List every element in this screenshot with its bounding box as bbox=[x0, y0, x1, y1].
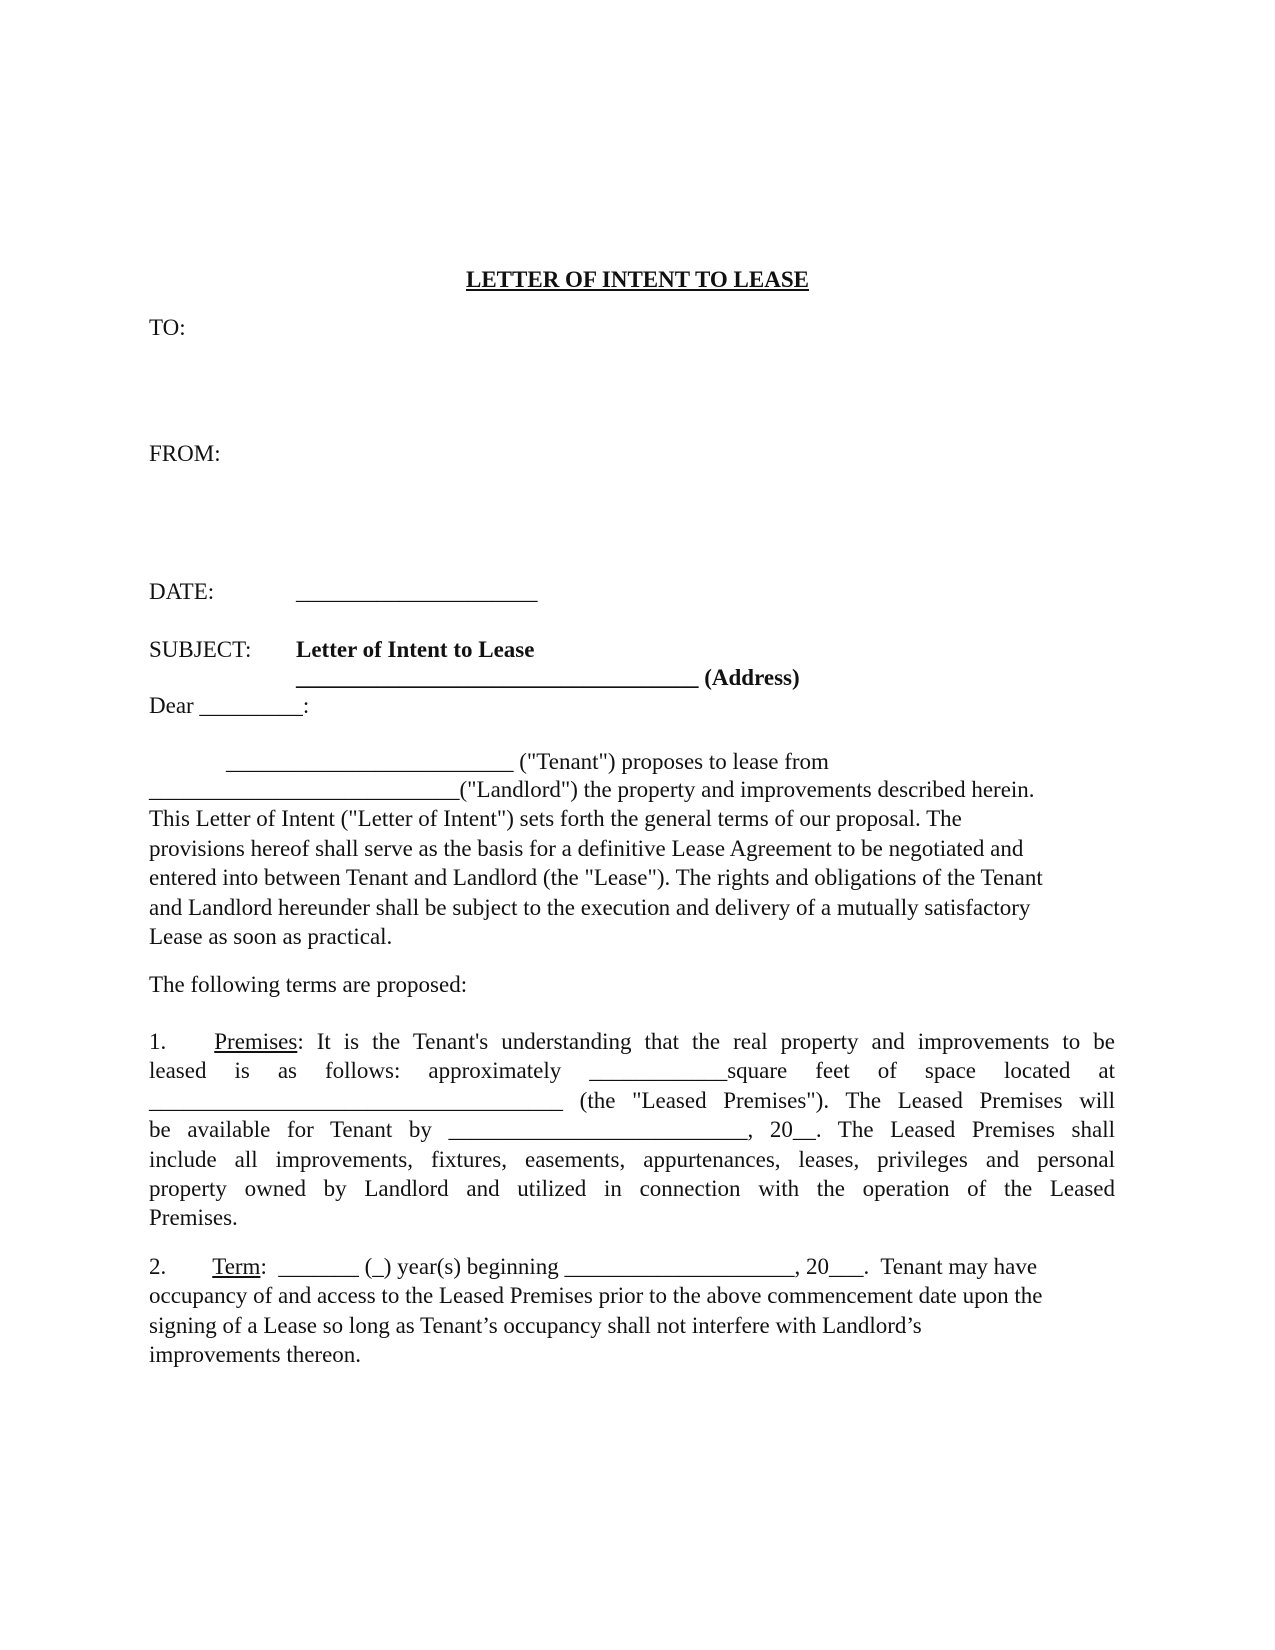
intro-line-1: _________________________ ("Tenant") proposes to lease from bbox=[226, 749, 829, 774]
intro-line-4: provisions hereof shall serve as the basis for a definitive Lease Agreement to be negotiated and bbox=[149, 835, 1024, 861]
term-line-3: signing of a Lease so long as Tenant’s occupancy shall not interfere with Landlord’s bbox=[149, 1312, 922, 1338]
from-label: FROM: bbox=[149, 441, 221, 466]
premises-line-2: leased is as follows: approximately ____________square feet of space located at bbox=[149, 1058, 1115, 1084]
premises-line-6: property owned by Landlord and utilized in connection with the operation of the Leased bbox=[149, 1176, 1115, 1202]
section-2-number: 2. bbox=[149, 1254, 167, 1279]
intro-paragraph bbox=[149, 775, 1115, 951]
section-term bbox=[149, 1252, 1115, 1370]
subject-value: Letter of Intent to Lease bbox=[296, 637, 535, 662]
to-label: TO: bbox=[149, 315, 186, 340]
premises-line-1 bbox=[149, 1027, 1115, 1056]
premises-line-3 bbox=[149, 1086, 1115, 1115]
premises-heading: Premises bbox=[214, 1029, 298, 1054]
term-line-2: occupancy of and access to the Leased Premises prior to the above commencement date upon the bbox=[149, 1283, 1043, 1309]
intro-line-2: ___________________________("Landlord") the property and improvements described herein. bbox=[149, 777, 1035, 802]
premises-location-blank: ____________________________________ bbox=[149, 1087, 563, 1113]
premises-line-4: be available for Tenant by __________________________, 20__. The Leased Premises shall bbox=[149, 1117, 1115, 1143]
salutation: Dear _________: bbox=[149, 693, 310, 718]
subject-label: SUBJECT: bbox=[149, 637, 252, 662]
term-line-1 bbox=[149, 1252, 1115, 1281]
document-title: LETTER OF INTENT TO LEASE bbox=[465, 267, 809, 292]
term-line-1-text: : _______ (_) year(s) beginning ____________________, 20___. Tenant may have bbox=[260, 1254, 1038, 1279]
section-premises bbox=[149, 1027, 1115, 1233]
intro-line-5: entered into between Tenant and Landlord (the "Lease"). The rights and obligations of the Tenant bbox=[149, 865, 1043, 891]
terms-intro: The following terms are proposed: bbox=[149, 972, 468, 997]
section-1-number: 1. bbox=[149, 1029, 167, 1054]
premises-line-5: include all improvements, fixtures, easements, appurtenances, leases, privileges and personal bbox=[149, 1146, 1115, 1172]
intro-line-6: and Landlord hereunder shall be subject to the execution and delivery of a mutually satisfactory bbox=[149, 894, 1031, 920]
term-line-4: improvements thereon. bbox=[149, 1342, 362, 1368]
date-label: DATE: bbox=[149, 579, 215, 604]
address-blank: ___________________________________ bbox=[296, 665, 699, 690]
intro-line-7: Lease as soon as practical. bbox=[149, 924, 393, 950]
address-label: (Address) bbox=[704, 665, 800, 690]
intro-line-3: This Letter of Intent ("Letter of Intent") sets forth the general terms of our proposal. The bbox=[149, 806, 962, 832]
premises-line-7: Premises. bbox=[149, 1205, 238, 1231]
term-heading: Term bbox=[212, 1254, 261, 1279]
premises-line-1-text: : It is the Tenant's understanding that the real property and improvements to be bbox=[297, 1029, 1115, 1054]
address-line bbox=[296, 664, 800, 692]
premises-line-3-text: (the "Leased Premises"). The Leased Premises will bbox=[579, 1087, 1115, 1113]
date-blank: _____________________ bbox=[296, 579, 538, 604]
